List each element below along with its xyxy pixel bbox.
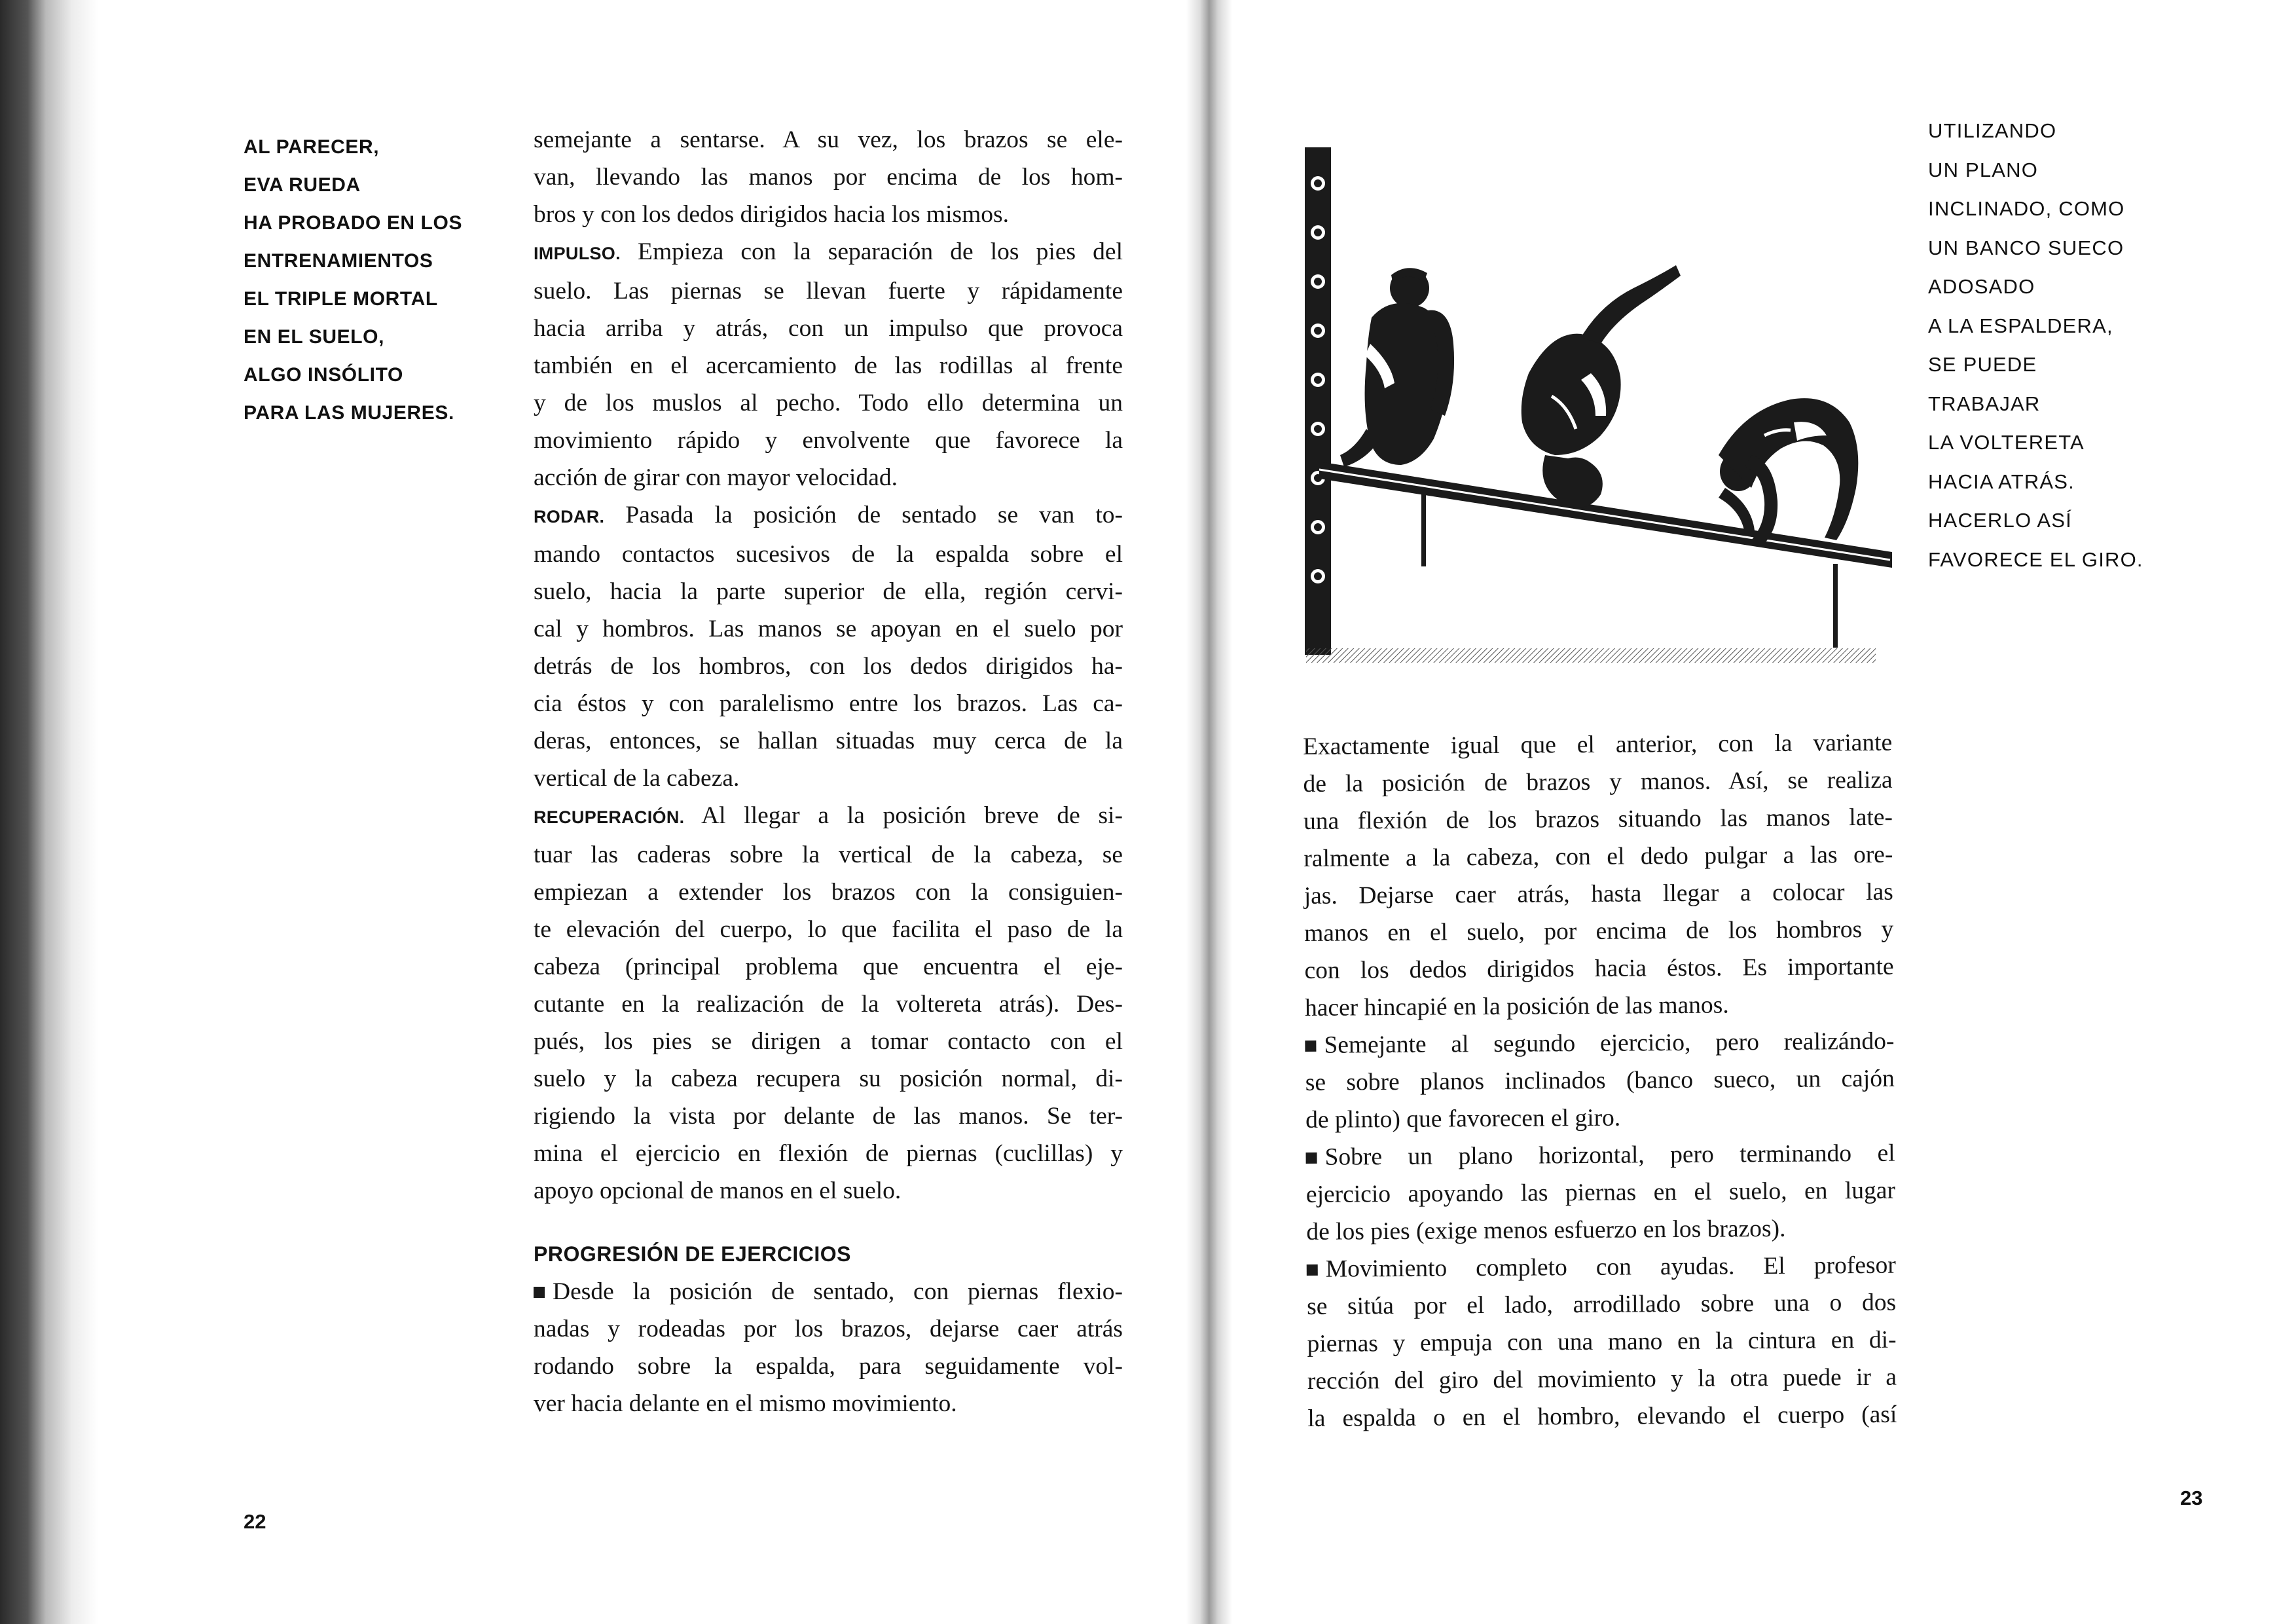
caption-line: INCLINADO, COMO [1928, 197, 2125, 220]
run-in-heading: IMPULSO. [534, 244, 621, 263]
text-line: pués, los pies se dirigen a tomar contacto con el [534, 1028, 1123, 1055]
text-line: rigiendo la vista por delante de las manos. Se ter- [534, 1103, 1123, 1130]
text-span: Sobre un plano horizontal, pero terminando el [1324, 1139, 1895, 1171]
page-number: 23 [2180, 1486, 2203, 1509]
text-span: Al llegar a la posición breve de si- [684, 802, 1123, 829]
text-line: hacer hincapié en la posición de las manos. [1304, 991, 1729, 1022]
text-line [534, 797, 1123, 836]
paragraph-rodar [534, 496, 1123, 797]
caption-line: EL TRIPLE MORTAL [244, 288, 438, 310]
caption-line: HACERLO ASÍ [1928, 509, 2072, 532]
text-line: manos en el suelo, por encima de los hombros y [1304, 915, 1894, 947]
text-span: Movimiento completo con ayudas. El profesor [1325, 1251, 1896, 1283]
text-line: Exactamente igual que el anterior, con la variante [1303, 729, 1893, 760]
gymnast-sitting-figure [1340, 268, 1454, 467]
bullet-paragraph [534, 1273, 1123, 1422]
caption-line: HACIA ATRÁS. [1928, 470, 2075, 493]
text-line: semejante a sentarse. A su vez, los brazos se ele- [534, 126, 1123, 153]
text-line: ver hacia delante en el mismo movimiento. [534, 1390, 957, 1417]
bullet-item [1305, 1023, 1895, 1139]
caption-line: UN PLANO [1928, 158, 2039, 181]
text-line: una flexión de los brazos situando las manos late- [1303, 803, 1893, 835]
text-line: hacia arriba y atrás, con un impulso que provoca [534, 315, 1123, 342]
section-heading: PROGRESIÓN DE EJERCICIOS [534, 1242, 851, 1266]
caption-line: A LA ESPALDERA, [1928, 314, 2113, 337]
side-caption [244, 128, 519, 432]
text-line: con los dedos dirigidos hacia éstos. Es importante [1304, 953, 1894, 984]
text-line [1307, 1247, 1896, 1288]
text-line [534, 233, 1123, 272]
paragraph-impulso [534, 233, 1123, 496]
text-line: bros y con los dedos dirigidos hacia los mismos. [534, 201, 1009, 228]
text-line: de la posición de brazos y manos. Así, se realiza [1303, 766, 1893, 798]
gymnast-rolling-figure [1522, 265, 1681, 507]
text-line: y de los muslos al pecho. Todo ello determina un [534, 390, 1123, 416]
text-line: detrás de los hombros, con los dedos dirigidos ha- [534, 653, 1123, 680]
caption-line: EN EL SUELO, [244, 326, 385, 348]
paragraph-intro [1303, 724, 1894, 1027]
text-line: cabeza (principal problema que encuentra el eje- [534, 953, 1123, 980]
text-line: acción de girar con mayor velocidad. [534, 464, 898, 491]
text-line: mando contactos sucesivos de la espalda sobre el [534, 541, 1123, 568]
text-line: empiezan a extender los brazos con la consiguien- [534, 879, 1123, 906]
right-page [1178, 0, 2296, 1624]
caption-line: ADOSADO [1928, 275, 2035, 298]
right-body-text [1303, 724, 1897, 1437]
text-line: cia éstos y con paralelismo entre los brazos. Las ca- [534, 690, 1123, 717]
text-line: piernas y empuja con una mano en la cintura en di- [1307, 1326, 1897, 1357]
caption-line: ALGO INSÓLITO [244, 364, 403, 386]
text-line: mina el ejercicio en flexión de piernas (cuclillas) y [534, 1140, 1123, 1167]
text-line: rodando sobre la espalda, para seguidamente vol- [534, 1353, 1123, 1380]
text-span: Desde la posición de sentado, con piernas flexio- [553, 1278, 1123, 1305]
figure-caption [1928, 111, 2203, 579]
text-line: también en el acercamiento de las rodillas al frente [534, 352, 1123, 379]
text-line: la espalda o en el hombro, elevando el cuerpo (así [1307, 1401, 1897, 1432]
square-bullet-icon [1306, 1153, 1317, 1164]
caption-line: EVA RUEDA [244, 174, 361, 196]
gymnast-landing-figure [1719, 398, 1858, 547]
inclined-bench [1319, 462, 1892, 648]
square-bullet-icon [1307, 1264, 1318, 1276]
text-line: jas. Dejarse caer atrás, hasta llegar a colocar las [1303, 878, 1893, 910]
caption-line: TRABAJAR [1928, 392, 2041, 415]
text-span: Semejante al segundo ejercicio, pero realizándo- [1324, 1027, 1895, 1059]
run-in-heading: RECUPERACIÓN. [534, 807, 685, 827]
run-in-heading: RODAR. [534, 507, 605, 526]
paragraph-opening [534, 121, 1123, 233]
gymnastics-illustration [1293, 147, 1895, 665]
text-line: te elevación del cuerpo, lo que facilita el paso de la [534, 916, 1123, 943]
floor-hatch [1306, 648, 1876, 663]
text-line: de plinto) que favorecen el giro. [1305, 1104, 1621, 1134]
paragraph-recuperacion [534, 797, 1123, 1209]
text-line: movimiento rápido y envolvente que favorece la [534, 427, 1123, 454]
text-line: apoyo opcional de manos en el suelo. [534, 1177, 902, 1204]
text-line: se sitúa por el lado, arrodillado sobre una o dos [1307, 1289, 1897, 1320]
text-line: vertical de la cabeza. [534, 765, 740, 792]
text-line [534, 1273, 1123, 1310]
text-line: se sobre planos inclinados (banco sueco, un cajón [1305, 1065, 1895, 1096]
text-line: van, llevando las manos por encima de los hom- [534, 164, 1123, 191]
text-line: cal y hombros. Las manos se apoyan en el suelo por [534, 616, 1123, 642]
text-line: suelo, hacia la parte superior de ella, región cervi- [534, 578, 1123, 605]
text-span: Empieza con la separación de los pies del [620, 238, 1123, 265]
left-body-text [534, 121, 1123, 1422]
caption-line: AL PARECER, [244, 136, 380, 158]
caption-line: UTILIZANDO [1928, 119, 2057, 142]
text-line: de los pies (exige menos esfuerzo en los brazos). [1306, 1215, 1786, 1246]
text-line: deras, entonces, se hallan situadas muy cerca de la [534, 728, 1123, 754]
caption-line: HA PROBADO EN LOS [244, 212, 463, 234]
text-line [1305, 1023, 1894, 1064]
text-line [1305, 1135, 1895, 1176]
text-line: rección del giro del movimiento y la otra puede ir a [1307, 1363, 1897, 1395]
text-line: cutante en la realización de la voltereta atrás). Des- [534, 991, 1123, 1018]
text-line: tuar las caderas sobre la vertical de la cabeza, se [534, 841, 1123, 868]
scan-edge-shadow [0, 0, 98, 1624]
text-line [534, 496, 1123, 536]
text-line: suelo y la cabeza recupera su posición normal, di- [534, 1065, 1123, 1092]
caption-line: PARA LAS MUJERES. [244, 402, 454, 424]
caption-line: ENTRENAMIENTOS [244, 250, 433, 272]
square-bullet-icon [1305, 1041, 1316, 1052]
wall-bars [1305, 147, 1331, 655]
square-bullet-icon [534, 1287, 545, 1298]
caption-line: LA VOLTERETA [1928, 431, 2085, 454]
caption-line: UN BANCO SUECO [1928, 236, 2124, 259]
text-span: Pasada la posición de sentado se van to- [604, 502, 1123, 528]
bullet-item [1307, 1247, 1897, 1437]
bullet-item [1305, 1135, 1895, 1251]
text-line: nadas y rodeadas por los brazos, dejarse caer atrás [534, 1316, 1123, 1342]
text-line: ralmente a la cabeza, con el dedo pulgar a las ore- [1303, 841, 1893, 872]
caption-line: FAVORECE EL GIRO. [1928, 547, 2143, 571]
caption-line: SE PUEDE [1928, 353, 2037, 376]
page-number: 22 [244, 1510, 266, 1533]
text-line: ejercicio apoyando las piernas en el suelo, en lugar [1305, 1177, 1896, 1208]
text-line: suelo. Las piernas se llevan fuerte y rápidamente [534, 278, 1123, 304]
